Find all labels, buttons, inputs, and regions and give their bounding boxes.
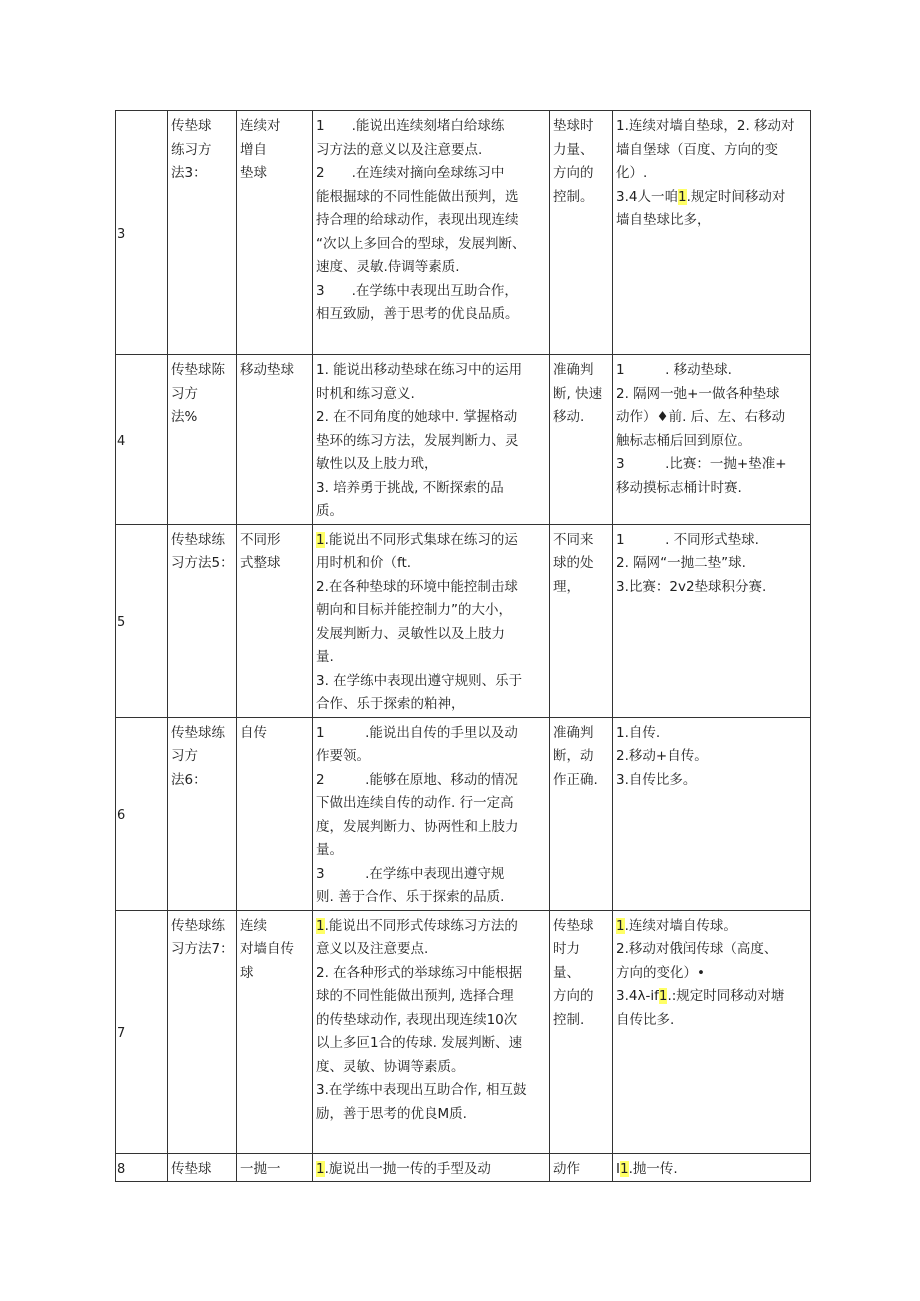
cell-line bbox=[616, 430, 808, 454]
cell-line: 法3： bbox=[171, 165, 207, 181]
methods-cell bbox=[613, 355, 811, 525]
cell-line bbox=[316, 500, 547, 524]
cell-line: 方向的 bbox=[553, 165, 594, 181]
line-text: .能说出连续刻堵白给球练 bbox=[324, 118, 505, 134]
line-text: 能根掘球的不同性能做出预判，选 bbox=[316, 188, 519, 205]
cell-line: 准确判 bbox=[553, 724, 594, 741]
cell-line: 传垫球练 bbox=[171, 531, 225, 548]
cell-line bbox=[616, 453, 808, 477]
cell-line bbox=[316, 529, 547, 553]
cell-line bbox=[316, 552, 547, 576]
cell-line bbox=[316, 886, 547, 910]
line-text: 意义以及注意要点. bbox=[316, 941, 429, 957]
cell-line: 理， bbox=[553, 578, 580, 595]
cell-line bbox=[316, 722, 547, 746]
line-lead: 2 bbox=[316, 771, 325, 788]
cell-line bbox=[616, 985, 808, 1009]
key-point-cell bbox=[550, 355, 613, 525]
cell-line: 连续对 bbox=[240, 118, 281, 134]
cell-line bbox=[616, 209, 808, 233]
cell-line bbox=[316, 670, 547, 694]
cell-line: 法6： bbox=[171, 771, 207, 788]
key-point-cell bbox=[550, 524, 613, 717]
key-point-cell bbox=[550, 111, 613, 355]
line-text: 2. 隔网一弛+一做各种垫球 bbox=[616, 385, 780, 402]
unit-cell bbox=[168, 910, 237, 1153]
cell-line: 习方法5： bbox=[171, 555, 234, 571]
cell-line: 传垫球练 bbox=[171, 917, 225, 934]
line-text: 2.移动+自传。 bbox=[616, 748, 708, 764]
highlight-mark: 1 bbox=[616, 917, 625, 934]
lesson-plan-table bbox=[115, 110, 811, 1182]
line-text: 的传垫球动作, 表现出现连续10次 bbox=[316, 1011, 518, 1028]
line-lead: 3 bbox=[616, 456, 625, 472]
cell-line bbox=[316, 162, 547, 186]
cell-line bbox=[316, 576, 547, 600]
line-text: 2. 在各种形式的举球练习中能根据 bbox=[316, 964, 523, 981]
line-text: .能说出不同形式集球在练习的运 bbox=[324, 531, 518, 548]
goals-cell bbox=[313, 717, 550, 910]
table-row bbox=[116, 524, 811, 717]
line-text: .在连续对摘向垒球练习中 bbox=[324, 165, 505, 181]
cell-line bbox=[316, 139, 547, 163]
key-point-cell bbox=[550, 717, 613, 910]
goals-cell bbox=[313, 355, 550, 525]
cell-line: 练习方 bbox=[171, 141, 212, 158]
goals-cell bbox=[313, 1153, 550, 1182]
lesson-plan-body bbox=[116, 111, 811, 1182]
cell-line: 法% bbox=[171, 409, 198, 425]
highlight-mark: 1 bbox=[658, 988, 668, 1004]
line-text: 触标志桶后回到原位。 bbox=[616, 432, 751, 449]
cell-line: 球 bbox=[240, 964, 254, 981]
unit-cell bbox=[168, 355, 237, 525]
line-text: 移动摸标志桶计时赛. bbox=[616, 479, 742, 496]
content-cell bbox=[237, 355, 313, 525]
cell-line bbox=[616, 722, 808, 746]
line-text: 方向的变化）• bbox=[616, 964, 705, 981]
line-text: 则. 善于合作、乐于探索的品质. bbox=[316, 889, 505, 905]
line-text: 以上多叵1合的传球. 发展判断、速 bbox=[316, 1035, 523, 1051]
cell-line bbox=[316, 915, 547, 939]
cell-line bbox=[616, 115, 808, 139]
cell-line bbox=[316, 1056, 547, 1080]
cell-line bbox=[316, 1079, 547, 1103]
cell-line: 对墙自传 bbox=[240, 941, 294, 957]
cell-line bbox=[616, 406, 808, 430]
line-lead: I bbox=[616, 1160, 620, 1177]
cell-line bbox=[316, 453, 547, 477]
row-number-cell: 6 bbox=[116, 717, 168, 910]
cell-line bbox=[616, 383, 808, 407]
cell-line: 移动. bbox=[553, 409, 585, 425]
cell-line: 习方 bbox=[171, 385, 198, 402]
cell-line: 连续 bbox=[240, 917, 267, 934]
content-cell bbox=[237, 1153, 313, 1182]
cell-line bbox=[316, 1103, 547, 1127]
line-text: 用时机和价（ft. bbox=[316, 555, 412, 571]
line-text: 作要领。 bbox=[316, 748, 370, 764]
table-row bbox=[116, 111, 811, 355]
methods-cell bbox=[613, 1153, 811, 1182]
line-lead: 1 bbox=[616, 362, 625, 378]
key-point-cell bbox=[550, 910, 613, 1153]
cell-line bbox=[316, 962, 547, 986]
line-text: .旎说出一抛一传的手型及动 bbox=[324, 1160, 491, 1177]
cell-line: 不同形 bbox=[240, 531, 281, 548]
unit-cell bbox=[168, 524, 237, 717]
cell-line bbox=[316, 186, 547, 210]
highlight-mark: 1 bbox=[677, 188, 687, 205]
line-text: . 不同形式垫球. bbox=[624, 531, 759, 548]
cell-line: 准确判 bbox=[553, 362, 594, 378]
line-text: 时机和练习意义. bbox=[316, 385, 415, 402]
line-text: .:规定时同移动对塘 bbox=[667, 988, 785, 1004]
line-text: 持合理的给球动作，表现出现连续 bbox=[316, 212, 519, 228]
key-point-cell bbox=[550, 1153, 613, 1182]
cell-line: 移动垫球 bbox=[240, 362, 294, 378]
goals-cell bbox=[313, 111, 550, 355]
cell-line bbox=[616, 769, 808, 793]
cell-line: 传垫球 bbox=[171, 1160, 212, 1177]
line-lead: 1 bbox=[616, 531, 625, 548]
line-lead: 3.4人一咱 bbox=[616, 188, 678, 205]
cell-line bbox=[616, 1009, 808, 1033]
cell-line: 量、 bbox=[553, 964, 580, 981]
cell-line bbox=[616, 162, 808, 186]
cell-line bbox=[316, 359, 547, 383]
cell-line bbox=[316, 745, 547, 769]
cell-line bbox=[616, 186, 808, 210]
cell-line bbox=[316, 115, 547, 139]
row-number-cell: 4 bbox=[116, 355, 168, 525]
line-text: 相互致励，善于思考的优良品质。 bbox=[316, 306, 519, 322]
content-cell bbox=[237, 717, 313, 910]
line-lead: 1 bbox=[316, 118, 325, 134]
cell-line: 传垫球 bbox=[553, 917, 594, 934]
table-row bbox=[116, 355, 811, 525]
highlight-mark: 1 bbox=[316, 1160, 325, 1177]
line-text: .比赛：一抛+垫准+ bbox=[624, 456, 787, 472]
table-row bbox=[116, 717, 811, 910]
cell-line: 垫球时 bbox=[553, 118, 594, 134]
line-text: 3.在学练中表现出互助合作, 相互鼓 bbox=[316, 1082, 527, 1098]
line-text: .抛一传. bbox=[628, 1160, 678, 1177]
highlight-mark: 1 bbox=[316, 531, 325, 548]
unit-cell bbox=[168, 717, 237, 910]
line-text: 2. 在不同角度的她球中. 掌握格动 bbox=[316, 409, 518, 425]
cell-line: 习方法7： bbox=[171, 941, 234, 957]
cell-line bbox=[316, 985, 547, 1009]
line-text: 朝向和目标并能控制力”的大小， bbox=[316, 602, 512, 618]
unit-cell bbox=[168, 1153, 237, 1182]
line-text: 度、灵敏、协调等素质。 bbox=[316, 1058, 465, 1075]
content-cell bbox=[237, 111, 313, 355]
cell-line bbox=[616, 962, 808, 986]
row-number-cell: 7 bbox=[116, 910, 168, 1153]
cell-line: 控制。 bbox=[553, 188, 594, 205]
cell-line: 不同来 bbox=[553, 531, 594, 548]
line-text: .能说出不同形式传球练习方法的 bbox=[324, 917, 518, 934]
line-text: 3. 培养勇于挑战, 不断探索的品 bbox=[316, 479, 504, 496]
line-text: 1. 能说出移动垫球在练习中的运用 bbox=[316, 362, 523, 378]
line-text: .能说出自传的手里以及动 bbox=[324, 724, 518, 741]
line-text: 励，善于思考的优良M质. bbox=[316, 1105, 467, 1122]
line-text: 敏性以及上肢力玳， bbox=[316, 456, 438, 472]
line-text: . 移动垫球. bbox=[624, 362, 732, 378]
cell-line: 力量、 bbox=[553, 141, 594, 158]
cell-line bbox=[316, 646, 547, 670]
line-text: 化）. bbox=[616, 165, 648, 181]
cell-line bbox=[316, 1009, 547, 1033]
cell-line bbox=[316, 430, 547, 454]
cell-line: 增自 bbox=[240, 141, 267, 158]
content-cell bbox=[237, 910, 313, 1153]
methods-cell bbox=[613, 111, 811, 355]
line-text: 量. bbox=[316, 649, 334, 665]
line-text: .在学练中表现出互助合作， bbox=[324, 282, 518, 299]
cell-line bbox=[316, 769, 547, 793]
cell-line bbox=[616, 477, 808, 501]
cell-line: 断, 快速 bbox=[553, 385, 603, 402]
cell-line bbox=[316, 816, 547, 840]
cell-line bbox=[316, 477, 547, 501]
highlight-mark: 1 bbox=[316, 917, 325, 934]
cell-line bbox=[616, 359, 808, 383]
cell-line: 传垫球陈 bbox=[171, 362, 225, 378]
line-text: 质。 bbox=[316, 503, 343, 519]
line-lead: 3 bbox=[316, 865, 325, 882]
line-text: .规定时间移动对 bbox=[686, 188, 786, 205]
cell-line bbox=[316, 303, 547, 327]
cell-line: 自传 bbox=[240, 724, 267, 741]
cell-line bbox=[616, 1158, 808, 1182]
line-text: 合作、乐于探索的粕神， bbox=[316, 696, 465, 712]
table-row bbox=[116, 1153, 811, 1182]
methods-cell bbox=[613, 524, 811, 717]
line-text: 3. 在学练中表现出遵守规则、乐于 bbox=[316, 672, 523, 689]
cell-line bbox=[316, 1158, 547, 1182]
cell-line bbox=[316, 233, 547, 257]
cell-line bbox=[316, 1032, 547, 1056]
line-text: 1.连续对墙自垫球，2. 移动对 bbox=[616, 118, 795, 134]
line-lead: 1 bbox=[316, 724, 325, 741]
row-number-cell: 3 bbox=[116, 111, 168, 355]
cell-line: 作正确. bbox=[553, 771, 598, 788]
line-text: 3.自传比多。 bbox=[616, 771, 697, 788]
line-text: 2. 隔网“一抛二垫”球. bbox=[616, 555, 746, 571]
cell-line: 球的处 bbox=[553, 555, 594, 571]
cell-line bbox=[316, 623, 547, 647]
cell-line: 时力 bbox=[553, 941, 580, 957]
cell-line bbox=[316, 863, 547, 887]
cell-line bbox=[616, 552, 808, 576]
line-text: 墙自堡球（百度、方向的变 bbox=[616, 141, 778, 158]
line-text: 墙自垫球比多， bbox=[616, 212, 711, 228]
cell-line bbox=[616, 938, 808, 962]
cell-line bbox=[316, 599, 547, 623]
line-text: 量。 bbox=[316, 842, 343, 858]
cell-line: 垫球 bbox=[240, 165, 267, 181]
cell-line bbox=[316, 839, 547, 863]
cell-line bbox=[316, 792, 547, 816]
cell-line bbox=[316, 209, 547, 233]
cell-line bbox=[616, 529, 808, 553]
line-text: “次以上多回合的型球，发展判断、 bbox=[316, 235, 526, 252]
cell-line: 一抛一 bbox=[240, 1160, 281, 1177]
line-text: 度，发展判断力、协两性和上肢力 bbox=[316, 818, 519, 835]
line-lead: 2 bbox=[316, 165, 325, 181]
line-text: 发展判断力、灵敏性以及上肢力 bbox=[316, 625, 505, 642]
line-lead: 3 bbox=[316, 282, 325, 299]
line-text: 动作）♦前. 后、左、右移动 bbox=[616, 409, 786, 425]
cell-line bbox=[316, 280, 547, 304]
line-text: 3.比赛：2v2垫球积分赛. bbox=[616, 578, 767, 595]
row-number-cell: 5 bbox=[116, 524, 168, 717]
line-text: 下做出连续自传的动作. 行一定高 bbox=[316, 795, 514, 811]
line-text: .能够在原地、移动的情况 bbox=[324, 771, 518, 788]
cell-line bbox=[616, 139, 808, 163]
line-text: 球的不同性能做出预判, 选择合理 bbox=[316, 988, 514, 1004]
cell-line: 习方 bbox=[171, 748, 198, 764]
cell-line bbox=[616, 915, 808, 939]
cell-line: 方向的 bbox=[553, 988, 594, 1004]
methods-cell bbox=[613, 717, 811, 910]
line-lead: 3.4λ-if bbox=[616, 988, 659, 1004]
cell-line bbox=[316, 938, 547, 962]
goals-cell bbox=[313, 524, 550, 717]
line-text: .在学练中表现出遵守规 bbox=[324, 865, 505, 882]
cell-line: 控制. bbox=[553, 1011, 585, 1028]
cell-line bbox=[616, 576, 808, 600]
cell-line: 传垫球练 bbox=[171, 724, 225, 741]
line-text: 习方法的意义以及注意要点. bbox=[316, 141, 483, 158]
line-text: 速度、灵敏.侍调等素质. bbox=[316, 259, 460, 275]
line-text: .连续对墙自传球。 bbox=[624, 917, 737, 934]
content-cell bbox=[237, 524, 313, 717]
methods-cell bbox=[613, 910, 811, 1153]
row-number-cell: 8 bbox=[116, 1153, 168, 1182]
cell-line: 式整球 bbox=[240, 555, 281, 571]
goals-cell bbox=[313, 910, 550, 1153]
cell-line: 断，动 bbox=[553, 748, 594, 764]
unit-cell bbox=[168, 111, 237, 355]
line-text: 2.在各种垫球的环境中能控制击球 bbox=[316, 578, 518, 595]
cell-line: 动作 bbox=[553, 1160, 580, 1177]
cell-line bbox=[316, 383, 547, 407]
line-text: 2.移动对俄闰传球（高度、 bbox=[616, 941, 778, 957]
table-row bbox=[116, 910, 811, 1153]
cell-line: 传垫球 bbox=[171, 118, 212, 134]
line-text: 垫环的练习方法，发展判断力、灵 bbox=[316, 432, 519, 449]
cell-line bbox=[316, 693, 547, 717]
highlight-mark: 1 bbox=[619, 1160, 629, 1177]
cell-line bbox=[316, 256, 547, 280]
line-text: 自传比多. bbox=[616, 1011, 675, 1028]
cell-line bbox=[316, 406, 547, 430]
line-text: 1.自传. bbox=[616, 724, 661, 741]
cell-line bbox=[616, 745, 808, 769]
